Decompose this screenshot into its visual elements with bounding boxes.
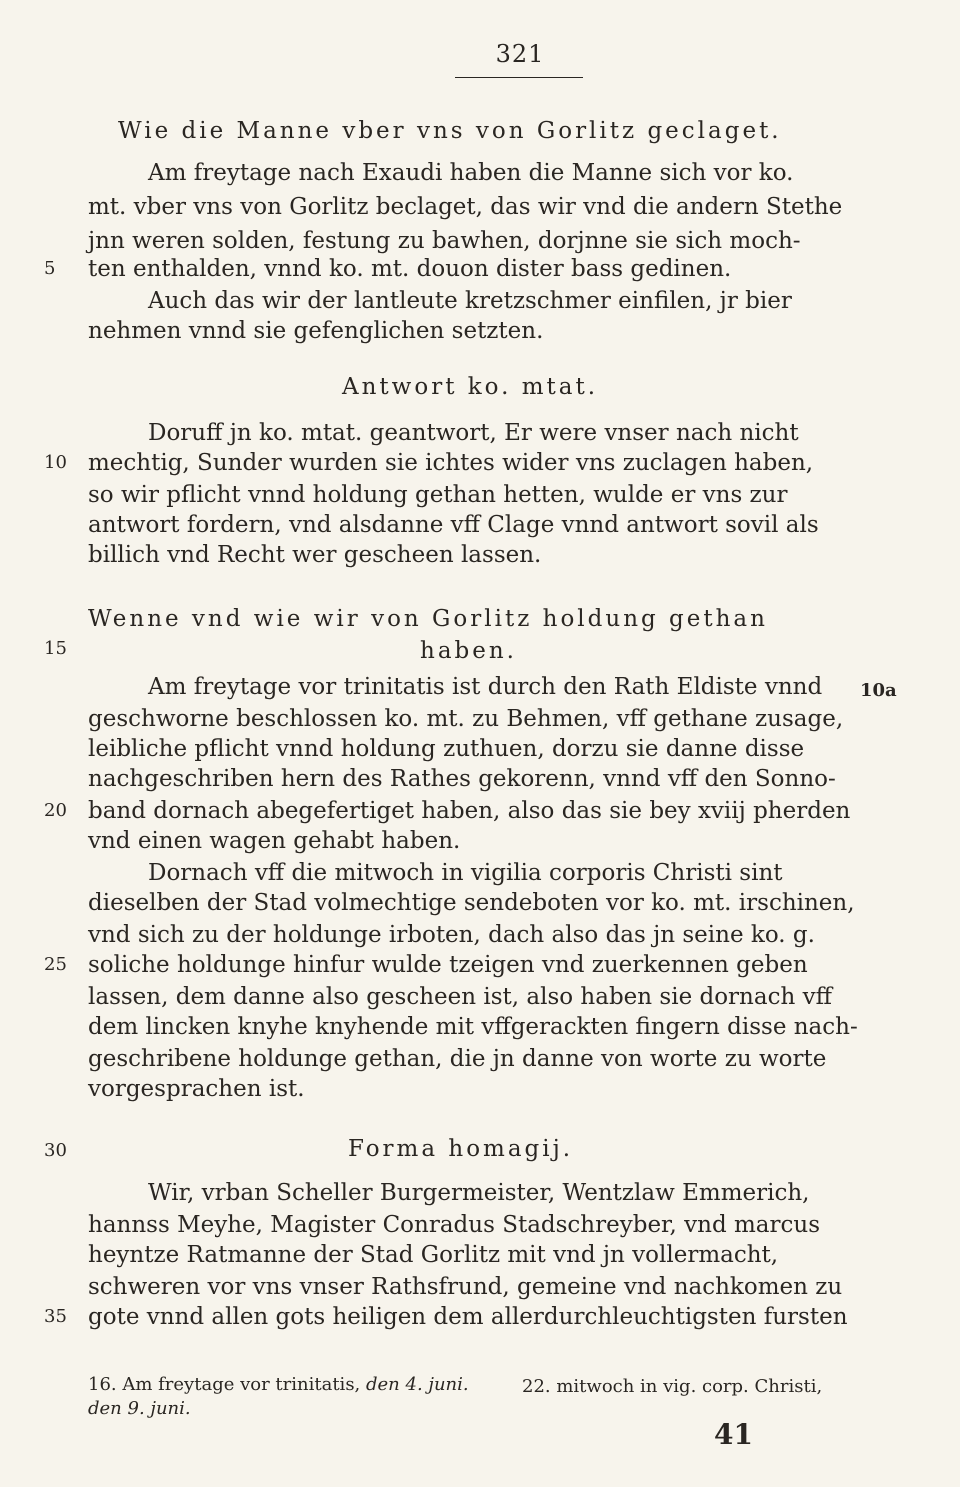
footnote-22-date bbox=[88, 1396, 191, 1422]
text-line: vorgesprachen ist. bbox=[88, 1076, 305, 1102]
text-line: nehmen vnnd sie gefenglichen setzten. bbox=[88, 318, 544, 344]
signature-mark: 41 bbox=[714, 1418, 753, 1451]
footnote-22: 22. mitwoch in vig. corp. Christi, bbox=[522, 1376, 823, 1397]
text-line: jnn weren solden, festung zu bawhen, dorjnne sie sich moch- bbox=[88, 228, 801, 254]
text-line: gote vnnd allen gots heiligen dem allerdurchleuchtigsten fursten bbox=[88, 1304, 848, 1330]
text-line: lassen, dem danne also gescheen ist, also haben sie dornach vff bbox=[88, 984, 832, 1010]
text-line: Wir, vrban Scheller Burgermeister, Wentzlaw Emmerich, bbox=[148, 1180, 810, 1206]
section-heading-continued: haben. bbox=[420, 638, 517, 664]
text-line: Dornach vff die mitwoch in vigilia corporis Christi sint bbox=[148, 860, 783, 886]
footnote-16-date: den 4. juni. bbox=[366, 1374, 469, 1395]
text-line: dem lincken knyhe knyhende mit vffgerackten fingern disse nach- bbox=[88, 1014, 858, 1040]
line-number: 35 bbox=[44, 1306, 67, 1327]
margin-note: 10a bbox=[860, 680, 897, 701]
page-number: 321 bbox=[495, 40, 545, 68]
section-heading: Wenne vnd wie wir von Gorlitz holdung gethan bbox=[88, 606, 768, 632]
text-line: soliche holdunge hinfur wulde tzeigen vnd zuerkennen geben bbox=[88, 952, 808, 978]
text-line: Auch das wir der lantleute kretzschmer einfilen, jr bier bbox=[148, 288, 792, 314]
line-number: 15 bbox=[44, 638, 67, 659]
text-line: Am freytage nach Exaudi haben die Manne sich vor ko. bbox=[148, 160, 794, 186]
line-number: 20 bbox=[44, 800, 67, 821]
text-line: Doruff jn ko. mtat. geantwort, Er were vnser nach nicht bbox=[148, 420, 799, 446]
text-line: nachgeschriben hern des Rathes gekorenn, vnnd vff den Sonno- bbox=[88, 766, 836, 792]
section-heading: Wie die Manne vber vns von Gorlitz geclaget. bbox=[118, 118, 782, 144]
footnote-22-date-text: den 9. juni. bbox=[88, 1398, 191, 1419]
text-line: ten enthalden, vnnd ko. mt. douon dister bass gedinen. bbox=[88, 256, 732, 282]
text-line: geschribene holdunge gethan, die jn danne von worte zu worte bbox=[88, 1046, 827, 1072]
text-line: antwort fordern, vnd alsdanne vff Clage vnnd antwort sovil als bbox=[88, 512, 819, 538]
text-line: vnd einen wagen gehabt haben. bbox=[88, 828, 461, 854]
text-line: billich vnd Recht wer gescheen lassen. bbox=[88, 542, 542, 568]
line-number: 25 bbox=[44, 954, 67, 975]
text-line: mt. vber vns von Gorlitz beclaget, das wir vnd die andern Stethe bbox=[88, 194, 843, 220]
text-line: geschworne beschlossen ko. mt. zu Behmen, vff gethane zusage, bbox=[88, 706, 844, 732]
text-line: mechtig, Sunder wurden sie ichtes wider vns zuclagen haben, bbox=[88, 450, 814, 476]
section-heading: Forma homagij. bbox=[348, 1136, 574, 1162]
line-number: 30 bbox=[44, 1140, 67, 1161]
page-number-rule bbox=[455, 77, 583, 78]
text-line: so wir pflicht vnnd holdung gethan hetten, wulde er vns zur bbox=[88, 482, 788, 508]
text-line: band dornach abegefertiget haben, also das sie bey xviij pherden bbox=[88, 798, 851, 824]
text-line: Am freytage vor trinitatis ist durch den Rath Eldiste vnnd bbox=[148, 674, 823, 700]
footnote-line bbox=[88, 1372, 469, 1398]
footnote-16: 16. Am freytage vor trinitatis, bbox=[88, 1374, 366, 1395]
text-line: hannss Meyhe, Magister Conradus Stadschreyber, vnd marcus bbox=[88, 1212, 821, 1238]
line-number: 5 bbox=[44, 258, 56, 279]
text-line: heyntze Ratmanne der Stad Gorlitz mit vnd jn vollermacht, bbox=[88, 1242, 779, 1268]
line-number: 10 bbox=[44, 452, 67, 473]
text-line: leibliche pflicht vnnd holdung zuthuen, dorzu sie danne disse bbox=[88, 736, 805, 762]
text-line: dieselben der Stad volmechtige sendeboten vor ko. mt. irschinen, bbox=[88, 890, 855, 916]
section-heading: Antwort ko. mtat. bbox=[342, 374, 599, 400]
text-line: vnd sich zu der holdunge irboten, dach also das jn seine ko. g. bbox=[88, 922, 815, 948]
text-line: schweren vor vns vnser Rathsfrund, gemeine vnd nachkomen zu bbox=[88, 1274, 843, 1300]
